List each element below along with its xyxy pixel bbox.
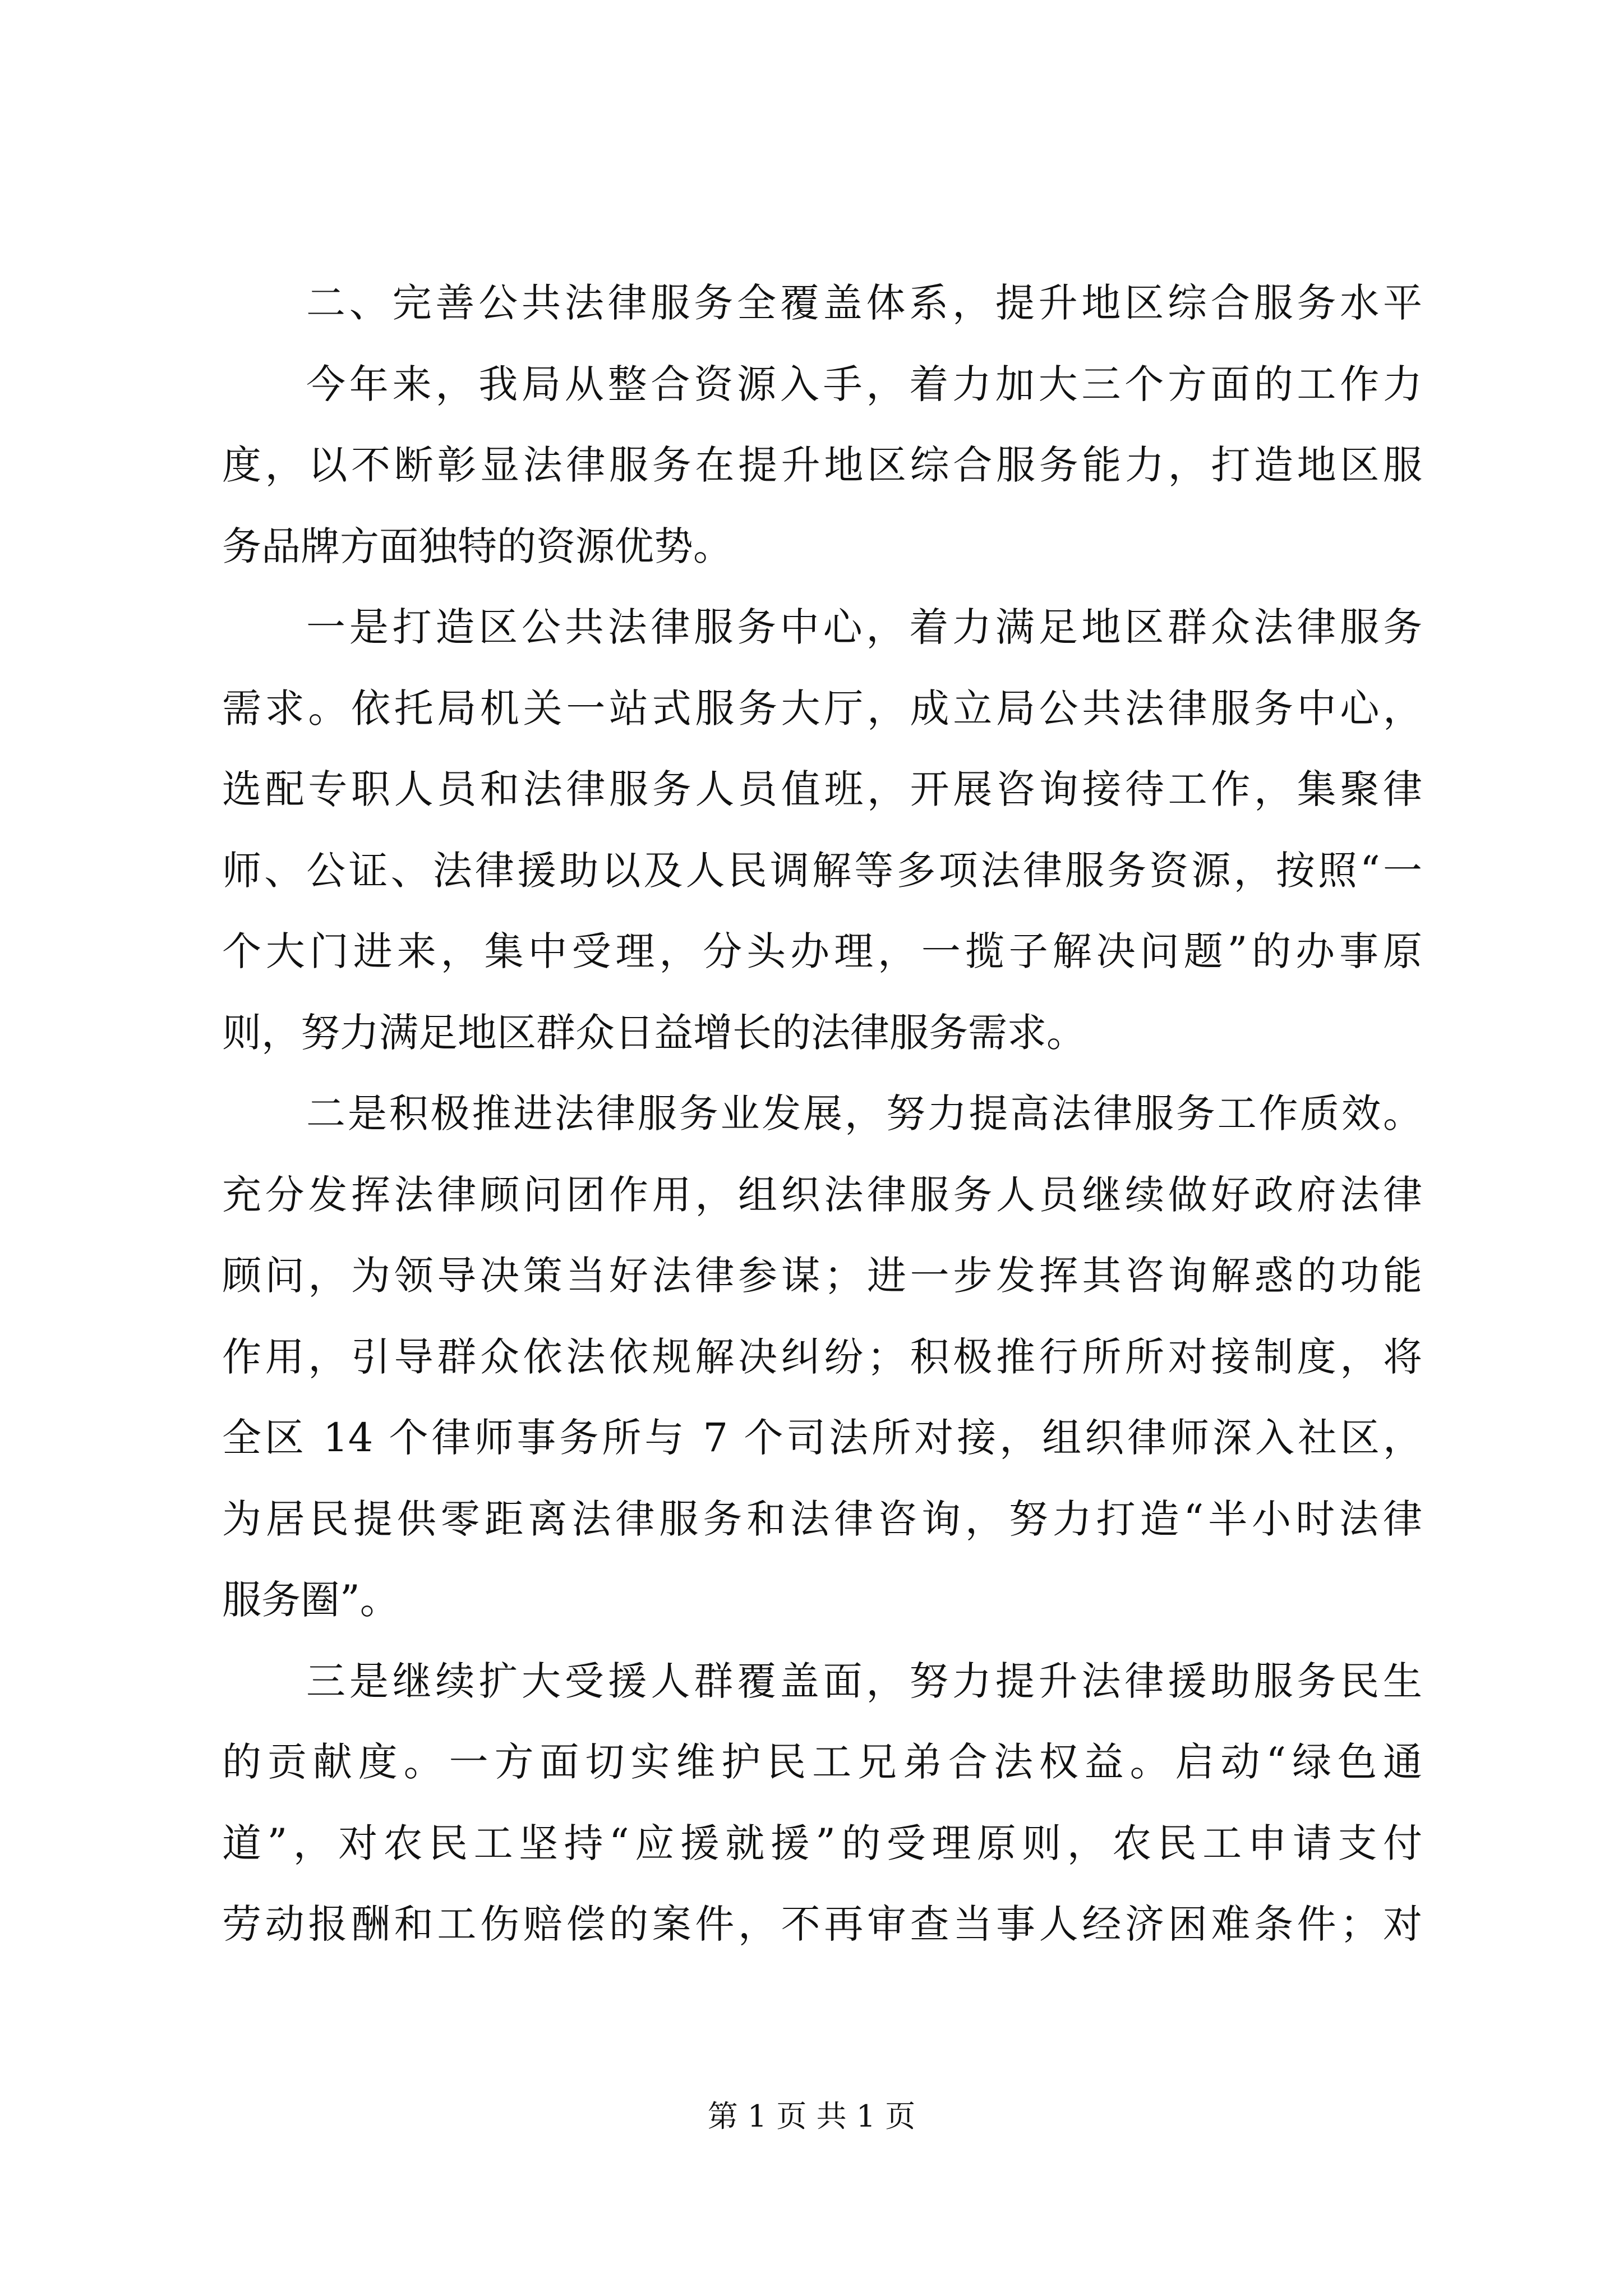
paragraph-line: 一是打造区公共法律服务中心，着力满足地区群众法律服务 [306, 604, 1422, 650]
paragraph-line: 顾问，为领导决策当好法律参谋；进一步发挥其咨询解惑的功能 [222, 1253, 1422, 1299]
paragraph-line: 为居民提供零距离法律服务和法律咨询，努力打造“半小时法律 [222, 1496, 1422, 1542]
page-number: 第 1 页 共 1 页 [707, 2099, 916, 2134]
paragraph-line: 二是积极推进法律服务业发展，努力提高法律服务工作质效。 [306, 1091, 1422, 1137]
paragraph-line: 全区 14 个律师事务所与 7 个司法所对接，组织律师深入社区， [222, 1415, 1422, 1461]
paragraph-line: 师、公证、法律援助以及人民调解等多项法律服务资源，按照“一 [222, 847, 1422, 894]
paragraph-line: 选配专职人员和法律服务人员值班，开展咨询接待工作，集聚律 [222, 766, 1422, 812]
paragraph-line: 度，以不断彰显法律服务在提升地区综合服务能力，打造地区服 [222, 442, 1422, 488]
paragraph-line: 务品牌方面独特的资源优势。 [222, 523, 732, 569]
paragraph-line: 劳动报酬和工伤赔偿的案件，不再审查当事人经济困难条件；对 [222, 1901, 1422, 1947]
document-body [222, 263, 1422, 1965]
paragraph-line: 的贡献度。一方面切实维护民工兄弟合法权益。启动“绿色通 [222, 1739, 1422, 1785]
paragraph-line: 则，努力满足地区群众日益增长的法律服务需求。 [222, 1009, 1086, 1056]
paragraph-line: 作用，引导群众依法依规解决纠纷；积极推行所所对接制度，将 [222, 1333, 1422, 1380]
paragraph-line: 三是继续扩大受援人群覆盖面，努力提升法律援助服务民生 [306, 1658, 1422, 1704]
page-footer [0, 2097, 1623, 2136]
paragraph-line: 充分发挥法律顾问团作用，组织法律服务人员继续做好政府法律 [222, 1171, 1422, 1218]
section-heading: 二、完善公共法律服务全覆盖体系，提升地区综合服务水平 [306, 280, 1422, 326]
paragraph-line: 个大门进来，集中受理，分头办理，一揽子解决问题”的办事原 [222, 928, 1422, 974]
paragraph-line: 服务圈”。 [222, 1577, 399, 1623]
paragraph-line: 今年来，我局从整合资源入手，着力加大三个方面的工作力 [306, 361, 1422, 407]
paragraph-line: 道”，对农民工坚持“应援就援”的受理原则，农民工申请支付 [222, 1820, 1422, 1866]
paragraph-line: 需求。依托局机关一站式服务大厅，成立局公共法律服务中心， [222, 685, 1422, 731]
